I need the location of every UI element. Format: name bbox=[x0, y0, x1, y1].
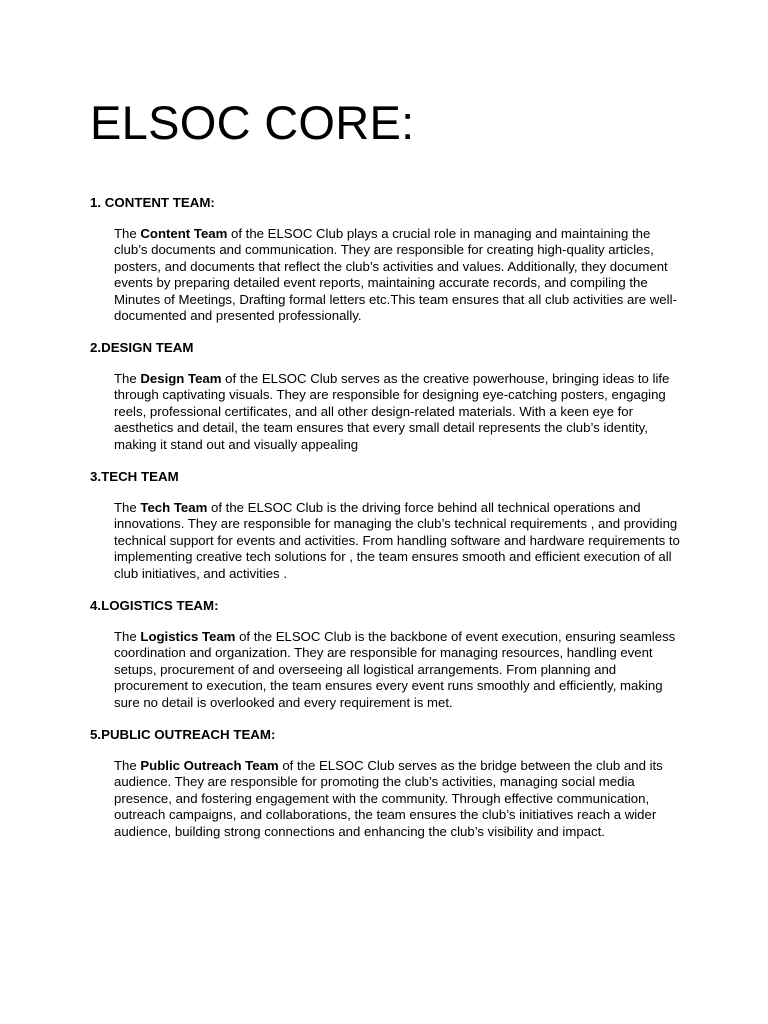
section-paragraph-logistics-team bbox=[114, 629, 684, 711]
paragraph-lead: The bbox=[114, 226, 141, 241]
section-paragraph-tech-team bbox=[114, 500, 684, 582]
team-name: Tech Team bbox=[140, 500, 208, 515]
paragraph-body: of the ELSOC Club serves as the creative powerhouse, bringing ideas to life through captivating visuals. They are responsible for designing eye-catching posters, engaging reels, professional certificates, and all other design-related materials. With a keen eye for aesthetics and detail, the team ensures that every small detail represents the club’s identity, making it stand out and visually appealing bbox=[114, 371, 670, 452]
page-title: ELSOC CORE: bbox=[90, 96, 415, 149]
paragraph-body: of the ELSOC Club is the backbone of event execution, ensuring seamless coordination and organization. They are responsible for managing resources, handling event setups, procurement of and overseeing all logistical arrangements. From planning and procurement to execution, the team ensures every event runs smoothly and efficiently, making sure no detail is overlooked and every requirement is met. bbox=[114, 629, 676, 710]
team-name: Public Outreach Team bbox=[140, 758, 279, 773]
section-heading-public-outreach-team: 5.PUBLIC OUTREACH TEAM: bbox=[90, 727, 276, 742]
section-heading-tech-team: 3.TECH TEAM bbox=[90, 469, 179, 484]
paragraph-lead: The bbox=[114, 758, 141, 773]
paragraph-body: of the ELSOC Club plays a crucial role in managing and maintaining the club’s documents and communication. They are responsible for creating high-quality articles, posters, and documents that reflect the club’s activities and values. Additionally, they document events by preparing detailed event reports, maintaining accurate records, and compiling the Minutes of Meetings, Drafting formal letters etc.This team ensures that all club activities are well-documented and presented professionally. bbox=[114, 226, 677, 324]
section-paragraph-design-team bbox=[114, 371, 684, 453]
section-heading-content-team: 1. CONTENT TEAM: bbox=[90, 195, 215, 210]
section-heading-logistics-team: 4.LOGISTICS TEAM: bbox=[90, 598, 219, 613]
section-heading-design-team: 2.DESIGN TEAM bbox=[90, 340, 194, 355]
section-paragraph-content-team bbox=[114, 226, 684, 324]
paragraph-body: of the ELSOC Club is the driving force behind all technical operations and innovations. They are responsible for managing the club’s technical requirements , and providing technical support for events and activities. From handling software and hardware requirements to implementing creative tech solutions for , the team ensures smooth and efficient execution of all club initiatives, and activities . bbox=[114, 500, 680, 581]
paragraph-body: of the ELSOC Club serves as the bridge between the club and its audience. They are responsible for promoting the club’s activities, managing social media presence, and fostering engagement with the community. Through effective communication, outreach campaigns, and collaborations, the team ensures the club’s initiatives reach a wider audience, building strong connections and enhancing the club’s visibility and impact. bbox=[114, 758, 663, 839]
team-name: Content Team bbox=[140, 226, 228, 241]
paragraph-lead: The bbox=[114, 371, 141, 386]
paragraph-lead: The bbox=[114, 500, 141, 515]
section-paragraph-public-outreach-team bbox=[114, 758, 684, 840]
team-name: Logistics Team bbox=[140, 629, 236, 644]
team-name: Design Team bbox=[140, 371, 222, 386]
paragraph-lead: The bbox=[114, 629, 141, 644]
